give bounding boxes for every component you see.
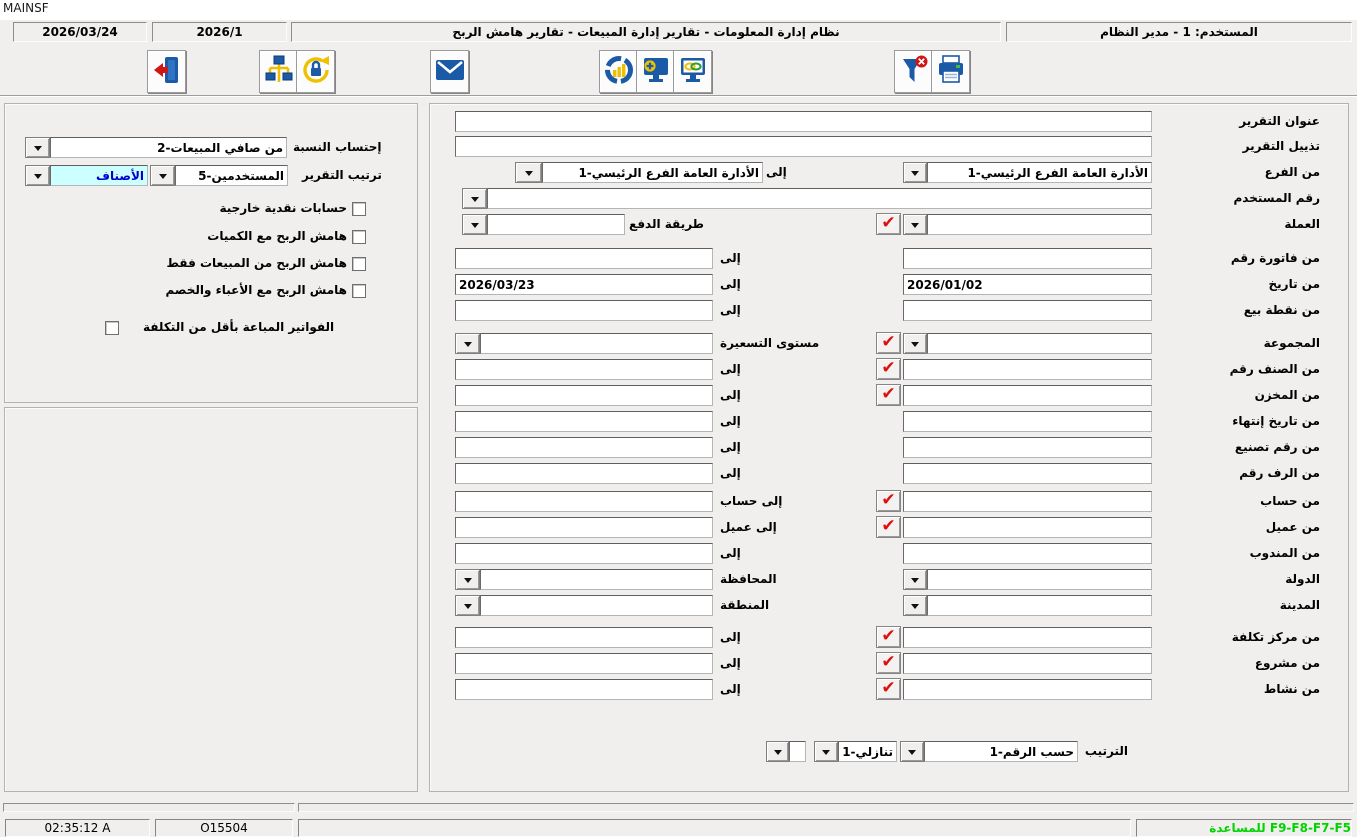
monitor-link-button[interactable] — [673, 50, 712, 93]
field-from_invoice_no-from[interactable] — [903, 248, 1152, 269]
label-from_customer: من عميل — [1265, 520, 1320, 534]
sort-extra-dropdown-arrow[interactable] — [766, 741, 789, 762]
dropdown-arrow-country-to[interactable] — [455, 569, 480, 590]
label-from_cost_center: من مركز تكلفة — [1231, 630, 1320, 644]
label-from_salesman: من المندوب — [1249, 546, 1320, 560]
label-from_date-to: إلى — [720, 277, 741, 291]
label-country: الدولة — [1285, 572, 1320, 586]
check-button-group[interactable]: ✔ — [876, 332, 901, 354]
sort-by-dropdown-arrow[interactable] — [900, 741, 924, 762]
header-user: المستخدم: 1 - مدير النظام — [1006, 22, 1352, 42]
label-from_shelf_no: من الرف رقم — [1239, 466, 1320, 480]
label-from_account: من حساب — [1260, 494, 1320, 508]
label-from_item_no: من الصنف رقم — [1229, 362, 1320, 376]
org-chart-icon — [264, 54, 294, 90]
label-from_mfg_no: من رقم تصنيع — [1234, 440, 1320, 454]
print-button[interactable] — [931, 50, 970, 93]
select-country-from[interactable] — [927, 569, 1152, 590]
dropdown-arrow-city-from[interactable] — [903, 595, 927, 616]
label-from_expiry: من تاريخ إنتهاء — [1232, 414, 1320, 428]
bottom-groove-left — [3, 803, 295, 812]
label-from_date: من تاريخ — [1268, 277, 1320, 291]
field-from_salesman-from[interactable] — [903, 543, 1152, 564]
check-button-currency[interactable]: ✔ — [876, 213, 901, 235]
check-button-from_warehouse[interactable]: ✔ — [876, 384, 901, 406]
report-order-label: ترتيب التقرير — [302, 168, 382, 182]
checkbox-label-invoices-sold-below-cost: الفواتير المباعة بأقل من التكلفة — [143, 320, 335, 334]
field-from_customer-from[interactable] — [903, 517, 1152, 538]
field-report_title-from[interactable] — [455, 111, 1152, 132]
checkbox-margin-sales-only[interactable] — [352, 257, 366, 271]
label-from_customer-to: إلى عميل — [720, 520, 777, 534]
sort-by-select[interactable]: حسب الرقم-1 — [924, 741, 1078, 762]
field-city-to[interactable] — [480, 595, 713, 616]
ratio-calc-select[interactable]: من صافي المبيعات-2 — [50, 137, 287, 158]
field-from_account-to[interactable] — [455, 491, 713, 512]
dropdown-arrow-currency-to[interactable] — [462, 214, 487, 235]
monitor-add-button[interactable] — [636, 50, 675, 93]
label-from_warehouse-to: إلى — [720, 388, 741, 402]
label-from_warehouse: من المخزن — [1254, 388, 1320, 402]
check-button-from_activity[interactable]: ✔ — [876, 678, 901, 700]
field-from_invoice_no-to[interactable] — [455, 248, 713, 269]
app-code: MAINSF — [3, 1, 49, 15]
field-from_project-from[interactable] — [903, 653, 1152, 674]
checkbox-label-external-cash-accounts: حسابات نقدية خارجية — [219, 201, 347, 215]
field-country-to[interactable] — [480, 569, 713, 590]
label-report_footer: تذييل التقرير — [1242, 139, 1320, 153]
exit-button[interactable] — [147, 50, 186, 93]
label-city-to: المنطقة — [720, 598, 770, 612]
select-city-from[interactable] — [927, 595, 1152, 616]
field-from_date-from[interactable]: 2026/01/02 — [903, 274, 1152, 295]
field-from_expiry-to[interactable] — [455, 411, 713, 432]
label-from_mfg_no-to: إلى — [720, 440, 741, 454]
label-country-to: المحافظة — [720, 572, 777, 586]
field-from_account-from[interactable] — [903, 491, 1152, 512]
field-from_item_no-to[interactable] — [455, 359, 713, 380]
label-group-to: مستوى التسعيرة — [720, 336, 820, 350]
status-message — [298, 819, 1131, 837]
label-from_cost_center-to: إلى — [720, 630, 741, 644]
status-help-keys: للمساعدة F9-F8-F7-F5 — [1136, 819, 1352, 837]
mail-icon — [434, 55, 466, 89]
toolbar — [0, 45, 1357, 96]
field-from_mfg_no-from[interactable] — [903, 437, 1152, 458]
dropdown-arrow-from_branch-from[interactable] — [903, 162, 927, 183]
field-group-to[interactable] — [480, 333, 713, 354]
mail-button[interactable] — [430, 50, 469, 93]
lock-refresh-icon — [301, 54, 331, 90]
field-from_pos-to[interactable] — [455, 300, 713, 321]
dropdown-arrow-group-from[interactable] — [903, 333, 927, 354]
label-from_branch-to: إلى — [766, 165, 787, 179]
ratio-calc-label: إحتساب النسبة — [293, 140, 382, 154]
dropdown-arrow-group-to[interactable] — [455, 333, 480, 354]
field-from_cost_center-from[interactable] — [903, 627, 1152, 648]
label-from_item_no-to: إلى — [720, 362, 741, 376]
monitor-link-icon — [678, 54, 708, 90]
monitor-add-icon — [641, 54, 671, 90]
label-from_branch: من الفرع — [1264, 165, 1320, 179]
check-button-from_cost_center[interactable]: ✔ — [876, 626, 901, 648]
check-button-from_project[interactable]: ✔ — [876, 652, 901, 674]
checkbox-margin-with-charges-discount[interactable] — [352, 284, 366, 298]
label-from_expiry-to: إلى — [720, 414, 741, 428]
field-from_customer-to[interactable] — [455, 517, 713, 538]
header-title: نظام إدارة المعلومات - تقارير إدارة المبيعات - تقارير هامش الربح — [291, 22, 1001, 42]
field-from_warehouse-to[interactable] — [455, 385, 713, 406]
dropdown-arrow-user_number-from[interactable] — [462, 188, 487, 209]
label-from_pos-to: إلى — [720, 303, 741, 317]
label-currency: العملة — [1284, 217, 1320, 231]
sort-extra-select[interactable] — [789, 741, 806, 762]
dropdown-arrow-currency-from[interactable] — [903, 214, 927, 235]
sort-direction-select[interactable]: تنازلي-1 — [838, 741, 897, 762]
label-from_salesman-to: إلى — [720, 546, 741, 560]
label-currency-to: طريقة الدفع — [629, 217, 704, 231]
field-from_salesman-to[interactable] — [455, 543, 713, 564]
label-city: المدينة — [1279, 598, 1320, 612]
filter-clear-icon — [899, 54, 929, 90]
field-from_activity-to[interactable] — [455, 679, 713, 700]
select-group-from[interactable] — [927, 333, 1152, 354]
field-from_shelf_no-to[interactable] — [455, 463, 713, 484]
dropdown-arrow-city-to[interactable] — [455, 595, 480, 616]
field-from_expiry-from[interactable] — [903, 411, 1152, 432]
field-from_mfg_no-to[interactable] — [455, 437, 713, 458]
stats-chart-icon — [604, 54, 634, 90]
label-from_pos: من نقطة بيع — [1243, 303, 1320, 317]
field-from_item_no-from[interactable] — [903, 359, 1152, 380]
checkbox-invoices-sold-below-cost[interactable] — [105, 321, 119, 335]
field-from_cost_center-to[interactable] — [455, 627, 713, 648]
report-order2-dropdown-arrow[interactable] — [25, 165, 50, 186]
field-from_activity-from[interactable] — [903, 679, 1152, 700]
exit-icon — [152, 54, 182, 90]
checkbox-label-margin-with-quantities: هامش الربح مع الكميات — [207, 229, 347, 243]
lock-refresh-button[interactable] — [296, 50, 335, 93]
field-from_date-to[interactable]: 2026/03/23 — [455, 274, 713, 295]
field-from_warehouse-from[interactable] — [903, 385, 1152, 406]
report-order2-select[interactable]: الأصناف — [50, 165, 148, 186]
header-date: 2026/03/24 — [13, 22, 147, 42]
select-from_branch-from[interactable]: الأدارة العامة الفرع الرئيسي-1 — [927, 162, 1152, 183]
label-user_number: رقم المستخدم — [1233, 191, 1320, 205]
field-from_project-to[interactable] — [455, 653, 713, 674]
label-from_project-to: إلى — [720, 656, 741, 670]
label-from_project: من مشروع — [1254, 656, 1320, 670]
label-group: المجموعة — [1263, 336, 1320, 350]
label-from_invoice_no: من فاتورة رقم — [1230, 251, 1320, 265]
select-user_number-from[interactable] — [487, 188, 1152, 209]
sort-label: الترتيب — [1084, 744, 1128, 758]
checkbox-label-margin-sales-only: هامش الربح من المبيعات فقط — [166, 256, 347, 270]
field-from_branch-to[interactable]: الأدارة العامة الفرع الرئيسي-1 — [542, 162, 763, 183]
status-time: 02:35:12 A — [5, 819, 150, 837]
check-button-from_item_no[interactable]: ✔ — [876, 358, 901, 380]
check-button-from_customer[interactable]: ✔ — [876, 516, 901, 538]
filter-clear-button[interactable] — [894, 50, 933, 93]
label-from_activity-to: إلى — [720, 682, 741, 696]
status-code: O15504 — [155, 819, 293, 837]
field-from_shelf_no-from[interactable] — [903, 463, 1152, 484]
report-order-dropdown-arrow[interactable] — [150, 165, 175, 186]
label-report_title: عنوان التقرير — [1239, 114, 1320, 128]
bottom-groove-right — [298, 803, 1354, 812]
dropdown-arrow-from_branch-to[interactable] — [515, 162, 542, 183]
status-bar — [0, 815, 1357, 837]
label-from_activity: من نشاط — [1263, 682, 1320, 696]
lower-left-groupbox — [4, 407, 418, 792]
sort-direction-dropdown-arrow[interactable] — [814, 741, 838, 762]
label-from_shelf_no-to: إلى — [720, 466, 741, 480]
dropdown-arrow-country-from[interactable] — [903, 569, 927, 590]
field-report_footer-from[interactable] — [455, 136, 1152, 157]
check-button-from_account[interactable]: ✔ — [876, 490, 901, 512]
label-from_account-to: إلى حساب — [720, 494, 783, 508]
checkbox-margin-with-quantities[interactable] — [352, 230, 366, 244]
ratio-calc-dropdown-arrow[interactable] — [25, 137, 50, 158]
label-from_invoice_no-to: إلى — [720, 251, 741, 265]
checkbox-external-cash-accounts[interactable] — [352, 202, 366, 216]
print-icon — [936, 54, 966, 90]
org-chart-button[interactable] — [259, 50, 298, 93]
stats-chart-button[interactable] — [599, 50, 638, 93]
checkbox-label-margin-with-charges-discount: هامش الربح مع الأعباء والخصم — [165, 283, 347, 297]
header-period: 2026/1 — [152, 22, 287, 42]
field-currency-to[interactable] — [487, 214, 625, 235]
select-currency-from[interactable] — [927, 214, 1152, 235]
report-order-select[interactable]: المستخدمين-5 — [175, 165, 288, 186]
field-from_pos-from[interactable] — [903, 300, 1152, 321]
